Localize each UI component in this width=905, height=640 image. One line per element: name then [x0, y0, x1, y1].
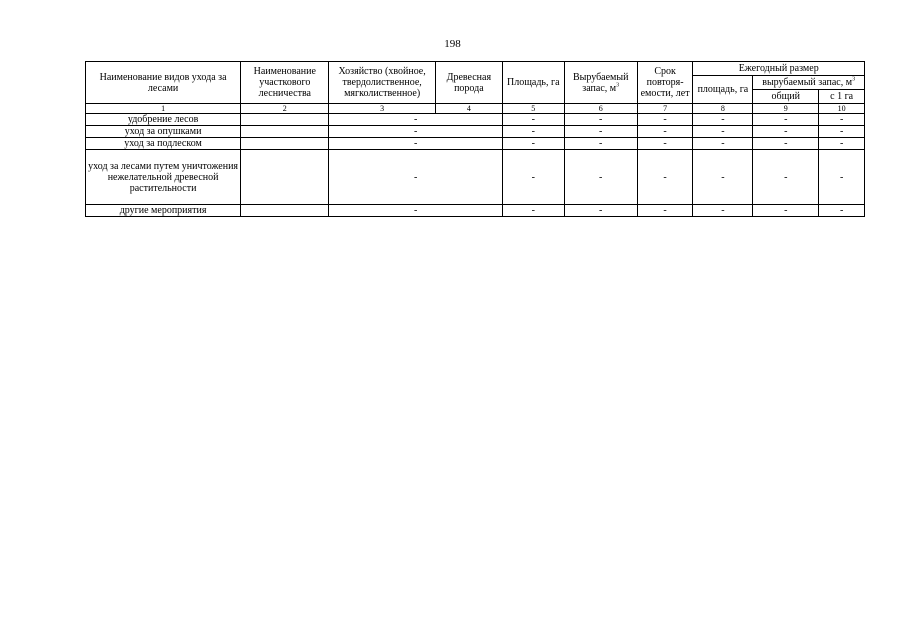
row-name: удобрение лесов: [86, 114, 241, 126]
row-name: уход за лесами путем уничтожения нежелательной древесной растительности: [86, 150, 241, 205]
cell-per-ha: -: [819, 138, 865, 150]
forest-care-table: [85, 61, 865, 217]
header-volume-text: Вырубаемый запас, м: [572, 71, 629, 94]
cell-merged-dash: -: [329, 205, 502, 217]
cell-area: -: [502, 114, 564, 126]
header-annual-volume-text: вырубаемый запас, м: [762, 77, 853, 88]
cell-area: -: [502, 138, 564, 150]
header-annual: Ежегодный размер: [693, 62, 865, 76]
cell-area: -: [502, 150, 564, 205]
cell-per-ha: -: [819, 150, 865, 205]
cell-total: -: [753, 205, 819, 217]
header-economy: Хозяйство (хвойное, твердолиственное, мягколиственное): [329, 62, 435, 104]
header-care-type: Наименование видов ухода за лесами: [86, 62, 241, 104]
header-forestry: Наименование участкового лесничества: [241, 62, 329, 104]
table-row: [86, 150, 865, 205]
row-name: другие мероприятия: [86, 205, 241, 217]
column-number: 10: [819, 104, 865, 114]
cell-total: -: [753, 126, 819, 138]
column-number: 3: [329, 104, 435, 114]
cell-period: -: [637, 138, 693, 150]
column-number: 6: [564, 104, 637, 114]
cell-merged-dash: -: [329, 114, 502, 126]
cell-forestry: [241, 150, 329, 205]
header-volume-power: 3: [616, 82, 620, 89]
cell-volume: -: [564, 205, 637, 217]
header-annual-area: площадь, га: [693, 76, 753, 104]
column-number: 8: [693, 104, 753, 114]
table-row: [86, 138, 865, 150]
row-name: уход за опушками: [86, 126, 241, 138]
cell-forestry: [241, 138, 329, 150]
header-annual-volume: [753, 76, 865, 90]
cell-forestry: [241, 114, 329, 126]
header-annual-volume-power: 3: [852, 76, 856, 83]
table-row: [86, 126, 865, 138]
header-species: Древесная порода: [435, 62, 502, 104]
page-number: 198: [444, 38, 461, 50]
cell-volume: -: [564, 114, 637, 126]
column-number: 2: [241, 104, 329, 114]
table-row: [86, 114, 865, 126]
column-number: 5: [502, 104, 564, 114]
cell-total: -: [753, 114, 819, 126]
column-number-row: [86, 104, 865, 114]
cell-annual-area: -: [693, 138, 753, 150]
cell-forestry: [241, 126, 329, 138]
header-per-ha: с 1 га: [819, 90, 865, 104]
cell-merged-dash: -: [329, 126, 502, 138]
cell-volume: -: [564, 138, 637, 150]
cell-annual-area: -: [693, 205, 753, 217]
cell-volume: -: [564, 126, 637, 138]
header-volume: [564, 62, 637, 104]
cell-period: -: [637, 126, 693, 138]
column-number: 4: [435, 104, 502, 114]
cell-per-ha: -: [819, 205, 865, 217]
cell-per-ha: -: [819, 114, 865, 126]
cell-period: -: [637, 205, 693, 217]
cell-per-ha: -: [819, 126, 865, 138]
cell-area: -: [502, 126, 564, 138]
cell-period: -: [637, 114, 693, 126]
cell-merged-dash: -: [329, 150, 502, 205]
column-number: 9: [753, 104, 819, 114]
cell-total: -: [753, 150, 819, 205]
header-area: Площадь, га: [502, 62, 564, 104]
cell-volume: -: [564, 150, 637, 205]
cell-annual-area: -: [693, 114, 753, 126]
cell-merged-dash: -: [329, 138, 502, 150]
cell-period: -: [637, 150, 693, 205]
column-number: 1: [86, 104, 241, 114]
cell-annual-area: -: [693, 150, 753, 205]
cell-annual-area: -: [693, 126, 753, 138]
cell-forestry: [241, 205, 329, 217]
column-number: 7: [637, 104, 693, 114]
header-total: общий: [753, 90, 819, 104]
cell-area: -: [502, 205, 564, 217]
table-row: [86, 205, 865, 217]
header-period: Срок повторя-емости, лет: [637, 62, 693, 104]
cell-total: -: [753, 138, 819, 150]
row-name: уход за подлеском: [86, 138, 241, 150]
